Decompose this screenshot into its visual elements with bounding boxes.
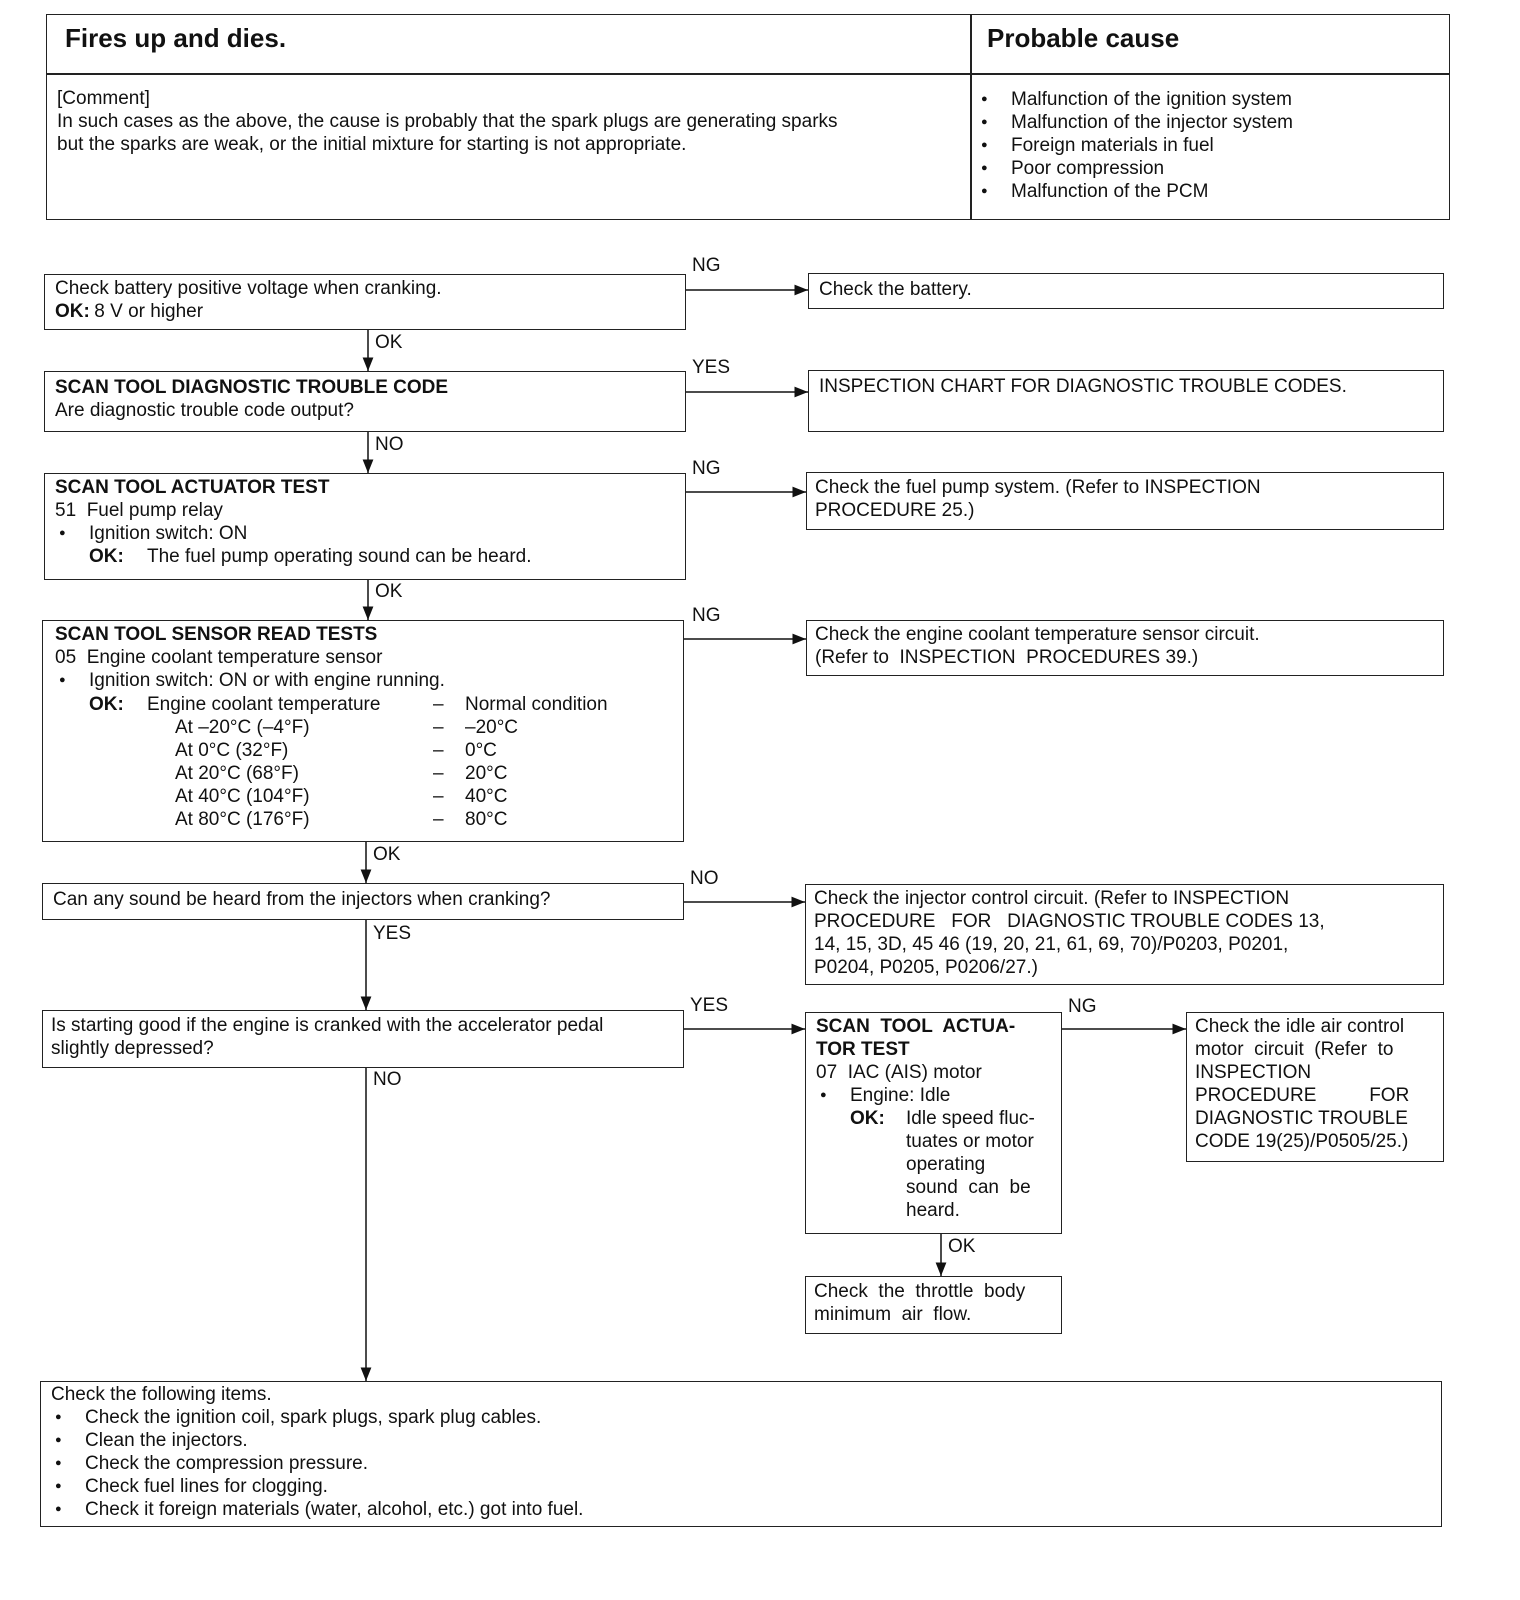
battery-result-text: Check the battery. (819, 279, 972, 300)
iac-title-line: SCAN TOOL ACTUA- (816, 1016, 1016, 1037)
sensor-row-val: 40°C (465, 786, 508, 807)
final-check-box (40, 1381, 1442, 1527)
iac-title-line: TOR TEST (816, 1039, 910, 1060)
sensor-result-box (806, 620, 1444, 676)
sensor-normal-condition: Normal condition (465, 694, 608, 715)
sensor-item: 05 Engine coolant temperature sensor (55, 647, 383, 668)
actuator-title: SCAN TOOL ACTUATOR TEST (55, 477, 330, 498)
iac-ok-result-box (805, 1276, 1062, 1334)
iac-ok-line: operating (906, 1154, 986, 1175)
starting-question-line: Is starting good if the engine is cranked with the accelerator pedal (51, 1015, 604, 1036)
final-check-item: ● Check fuel lines for clogging. (85, 1475, 328, 1498)
cause-item: ● Malfunction of the PCM (1011, 180, 1208, 203)
ok-label: OK: (89, 694, 124, 715)
iac-ng-result-line: CODE 19(25)/P0505/25.) (1195, 1131, 1409, 1152)
label-starting-no: NO (373, 1069, 402, 1090)
iac-item: 07 IAC (AIS) motor (816, 1062, 982, 1083)
label-battery-ok: OK (375, 332, 403, 353)
label-injector-no: NO (690, 868, 719, 889)
sensor-row-val: 80°C (465, 809, 508, 830)
sensor-row-at: At 40°C (104°F) (175, 786, 310, 807)
iac-test-box (805, 1012, 1062, 1234)
sensor-row-dash: – (433, 763, 444, 784)
iac-ok-result-line: Check the throttle body (814, 1281, 1026, 1302)
dtc-question: Are diagnostic trouble code output? (55, 400, 354, 421)
comment-line-2: but the sparks are weak, or the initial mixture for starting is not appropriate. (57, 134, 687, 155)
sensor-row-at: At 20°C (68°F) (175, 763, 299, 784)
actuator-result-box (806, 472, 1444, 530)
sensor-row-val: 20°C (465, 763, 508, 784)
label-iac-ok: OK (948, 1236, 976, 1257)
battery-check-text: Check battery positive voltage when cranking. (55, 278, 442, 299)
dtc-result-text: INSPECTION CHART FOR DIAGNOSTIC TROUBLE CODES. (819, 376, 1347, 397)
sensor-result-line: Check the engine coolant temperature sensor circuit. (815, 624, 1260, 645)
sensor-test-box (42, 620, 684, 842)
comment-label: [Comment] (57, 88, 150, 109)
injector-result-line: PROCEDURE FOR DIAGNOSTIC TROUBLE CODES 13, (814, 911, 1325, 932)
iac-ok-line: Idle speed fluc- (906, 1108, 1035, 1129)
cause-item: ● Malfunction of the ignition system (1011, 88, 1292, 111)
injector-result-line: P0204, P0205, P0206/27.) (814, 957, 1038, 978)
actuator-result-line: Check the fuel pump system. (Refer to INSPECTION (815, 477, 1261, 498)
sensor-row-dash: – (433, 740, 444, 761)
label-actuator-ok: OK (375, 581, 403, 602)
iac-ok-line: heard. (906, 1200, 960, 1221)
cause-item: ● Malfunction of the injector system (1011, 111, 1293, 134)
starting-question-box (42, 1010, 684, 1068)
injector-result-line: Check the injector control circuit. (Refer to INSPECTION (814, 888, 1290, 909)
sensor-row-dash: – (433, 809, 444, 830)
starting-question-line: slightly depressed? (51, 1038, 214, 1059)
battery-check-box (44, 274, 686, 330)
ok-label: OK: (55, 301, 90, 322)
label-starting-yes: YES (690, 995, 729, 1016)
injector-question-text: Can any sound be heard from the injectors when cranking? (53, 889, 551, 910)
iac-ng-result-line: Check the idle air control (1195, 1016, 1405, 1037)
injector-result-line: 14, 15, 3D, 45 46 (19, 20, 21, 61, 69, 70)/P0203, P0201, (814, 934, 1289, 955)
iac-ok-line: tuates or motor (906, 1131, 1034, 1152)
injector-question-box (42, 883, 684, 920)
sensor-row-at: At 80°C (176°F) (175, 809, 310, 830)
iac-bullet: ● Engine: Idle (850, 1084, 950, 1107)
sensor-row-dash: – (433, 786, 444, 807)
cause-item: ● Poor compression (1011, 157, 1164, 180)
sensor-row-val: –20°C (465, 717, 519, 738)
sensor-row-at: At –20°C (–4°F) (175, 717, 310, 738)
label-dtc-no: NO (375, 434, 404, 455)
label-actuator-ng: NG (692, 458, 721, 479)
iac-ng-result-line: PROCEDURE FOR (1195, 1085, 1410, 1106)
battery-result-box (808, 273, 1444, 309)
comment-line-1: In such cases as the above, the cause is probably that the spark plugs are generating sparks (57, 111, 838, 132)
actuator-ok-value: The fuel pump operating sound can be heard. (147, 546, 532, 567)
label-iac-ng: NG (1068, 996, 1097, 1017)
sensor-result-line: (Refer to INSPECTION PROCEDURES 39.) (815, 647, 1199, 668)
sensor-dash: – (433, 694, 444, 715)
iac-ok-line: sound can be (906, 1177, 1031, 1198)
final-check-item: ● Check it foreign materials (water, alcohol, etc.) got into fuel. (85, 1498, 583, 1521)
dtc-result-box (808, 370, 1444, 432)
sensor-row-dash: – (433, 717, 444, 738)
injector-result-box (805, 884, 1444, 985)
iac-ng-result-line: motor circuit (Refer to (1195, 1039, 1394, 1060)
battery-ok-value: 8 V or higher (89, 301, 204, 322)
actuator-item: 51 Fuel pump relay (55, 500, 223, 521)
iac-ng-result-box (1186, 1012, 1444, 1162)
final-check-item: ● Check the compression pressure. (85, 1452, 368, 1475)
probable-cause-title: Probable cause (987, 23, 1180, 53)
label-sensor-ok: OK (373, 844, 401, 865)
label-battery-ng: NG (692, 255, 721, 276)
sensor-bullet: ● Ignition switch: ON or with engine running. (89, 669, 445, 692)
iac-ok-result-line: minimum air flow. (814, 1304, 972, 1325)
ok-label: OK: (89, 546, 124, 567)
final-check-item: ● Check the ignition coil, spark plugs, spark plug cables. (85, 1406, 541, 1429)
actuator-result-line: PROCEDURE 25.) (815, 500, 975, 521)
page-title: Fires up and dies. (65, 23, 287, 53)
iac-ng-result-line: INSPECTION (1195, 1062, 1312, 1083)
final-check-title: Check the following items. (51, 1384, 272, 1405)
sensor-ok-value: Engine coolant temperature (147, 694, 381, 715)
actuator-bullet: ● Ignition switch: ON (89, 522, 247, 545)
label-injector-yes: YES (373, 923, 412, 944)
label-dtc-yes: YES (692, 357, 731, 378)
iac-ng-result-line: DIAGNOSTIC TROUBLE (1195, 1108, 1408, 1129)
cause-item: ● Foreign materials in fuel (1011, 134, 1214, 157)
sensor-row-at: At 0°C (32°F) (175, 740, 289, 761)
ok-label: OK: (850, 1108, 885, 1129)
final-check-item: ● Clean the injectors. (85, 1429, 248, 1452)
sensor-title: SCAN TOOL SENSOR READ TESTS (55, 624, 378, 645)
sensor-row-val: 0°C (465, 740, 497, 761)
dtc-check-box (44, 371, 686, 432)
actuator-test-box (44, 473, 686, 580)
label-sensor-ng: NG (692, 605, 721, 626)
dtc-title: SCAN TOOL DIAGNOSTIC TROUBLE CODE (55, 377, 449, 398)
